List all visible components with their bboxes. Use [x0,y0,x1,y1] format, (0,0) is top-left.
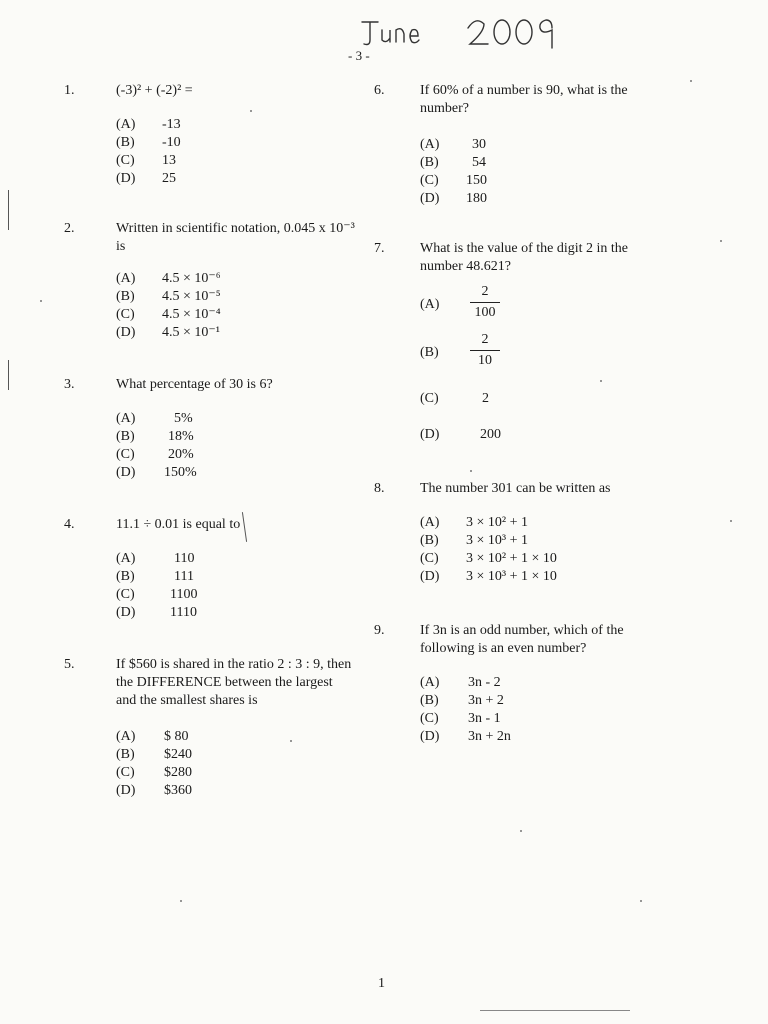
option-d: (D) 3n + 2n [420,729,511,744]
options-list [420,674,620,746]
option-c: (C) 3n - 1 [420,711,501,726]
option-b: (B) 3 × 10³ + 1 [420,533,528,548]
fraction-numerator: 2 [481,284,489,299]
question-text: (-3)² + (-2)² = [116,83,193,98]
options-list [116,270,336,342]
option-a: (A) 110 [116,551,195,566]
option-c: (C) 3 × 10² + 1 × 10 [420,551,557,566]
question-text-line2: the DIFFERENCE between the largest [116,675,333,690]
option-a: (A) 3 × 10² + 1 [420,515,528,530]
scan-speck [250,110,252,112]
question-text-line2: number? [420,101,469,116]
question-text-line1: If $560 is shared in the ratio 2 : 3 : 9, then [116,657,352,672]
options-list [116,550,316,622]
fraction-denominator: 100 [474,305,496,320]
page-number-top: - 3 - [348,48,370,63]
scan-mark [8,190,9,230]
question-6 [374,82,674,212]
option-d: (D) 180 [420,191,487,206]
option-d-value: 200 [480,427,501,442]
question-number: 8. [374,481,385,496]
option-a: (A) 5% [116,411,193,426]
question-number: 2. [64,221,75,236]
question-number: 5. [64,657,75,672]
question-text-line1: Written in scientific notation, 0.045 x 10⁻³ [116,221,355,236]
options-list [420,136,620,208]
option-b: (B) 4.5 × 10⁻⁵ [116,289,221,304]
option-b: (B) 54 [420,155,486,170]
question-8 [374,480,694,590]
option-d: (D) $360 [116,783,192,798]
scan-mark [8,360,9,390]
option-b: (B) 18% [116,429,194,444]
question-number: 4. [64,517,75,532]
option-c: (C) $280 [116,765,192,780]
option-d: (D) 4.5 × 10⁻¹ [116,325,220,340]
question-text-line3: and the smallest shares is [116,693,258,708]
question-text-line2: number 48.621? [420,259,511,274]
option-d: (D) 1110 [116,605,197,620]
question-text: 11.1 ÷ 0.01 is equal to [116,517,241,532]
scan-speck [40,300,42,302]
option-a-fraction [470,284,500,321]
option-b: (B) -10 [116,135,181,150]
option-a: (A) 30 [420,137,486,152]
question-2 [64,220,364,350]
fraction-numerator: 2 [481,332,489,347]
option-c: (C) 20% [116,447,194,462]
question-text: The number 301 can be written as [420,481,611,496]
question-number: 9. [374,623,385,638]
fraction-bar [470,302,500,303]
option-b: (B) 3n + 2 [420,693,504,708]
option-c: (C) 4.5 × 10⁻⁴ [116,307,221,322]
scan-speck [600,380,602,382]
scan-speck [730,520,732,522]
handwritten-date-note [356,8,576,56]
option-a: (A) -13 [116,117,181,132]
question-4 [64,516,344,626]
option-b-label: (B) [420,345,439,360]
question-7 [374,240,674,450]
scan-speck [520,830,522,832]
option-b: (B) 111 [116,569,194,584]
scan-mark [480,1010,630,1011]
scan-speck [290,740,292,742]
page-number-bottom: 1 [378,976,385,991]
option-d-label: (D) [420,427,440,442]
scan-speck [180,900,182,902]
option-c: (C) 13 [116,153,176,168]
option-c-label: (C) [420,391,439,406]
scan-speck [470,470,472,472]
scan-speck [690,80,692,82]
scan-speck [640,900,642,902]
option-c: (C) 1100 [116,587,198,602]
question-1 [64,82,344,192]
option-a: (A) $ 80 [116,729,189,744]
scan-speck [720,240,722,242]
option-d: (D) 3 × 10³ + 1 × 10 [420,569,557,584]
question-5 [64,656,364,796]
question-3 [64,376,344,486]
question-number: 7. [374,241,385,256]
option-a: (A) 4.5 × 10⁻⁶ [116,271,221,286]
fraction-denominator: 10 [478,353,492,368]
options-list [116,116,316,188]
question-9 [374,622,694,752]
option-c: (C) 150 [420,173,487,188]
options-list [116,410,316,482]
options-list [116,728,316,800]
question-number: 1. [64,83,75,98]
question-text-line1: What is the value of the digit 2 in the [420,241,629,256]
option-b: (B) $240 [116,747,192,762]
question-text-line2: following is an even number? [420,641,587,656]
option-c-value: 2 [482,391,489,406]
option-d: (D) 25 [116,171,176,186]
question-text-line1: If 60% of a number is 90, what is the [420,83,628,98]
question-text: What percentage of 30 is 6? [116,377,273,392]
question-number: 3. [64,377,75,392]
question-text-line1: If 3n is an odd number, which of the [420,623,624,638]
option-a-label: (A) [420,297,440,312]
question-text-line2: is [116,239,126,254]
options-list [420,514,680,586]
option-a: (A) 3n - 2 [420,675,501,690]
question-number: 6. [374,83,385,98]
option-d: (D) 150% [116,465,197,480]
fraction-bar [470,350,500,351]
option-b-fraction [470,332,500,369]
